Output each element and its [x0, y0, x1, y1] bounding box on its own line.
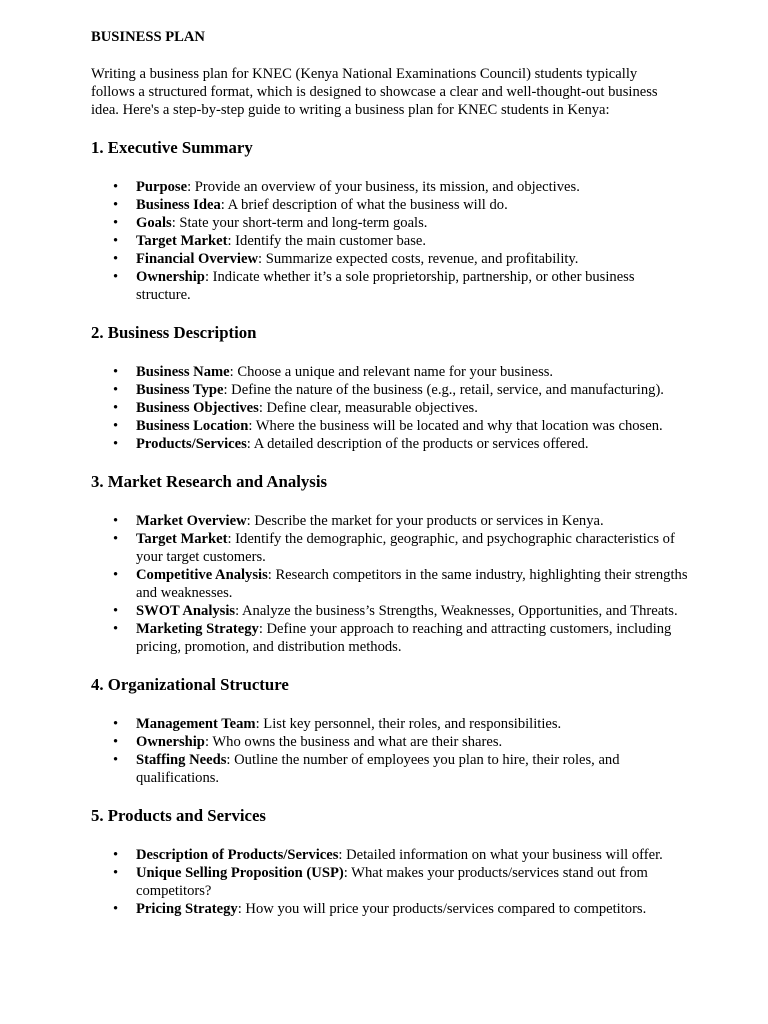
item-term: Goals — [136, 215, 172, 231]
list-item — [91, 268, 691, 304]
bullet-list — [91, 178, 691, 304]
bullet-list — [91, 363, 691, 453]
item-term: Pricing Strategy — [136, 901, 238, 917]
item-description: : What makes your products/services stand out from competitors? — [136, 865, 648, 899]
bullet-icon: • — [113, 233, 119, 249]
item-term: Description of Products/Services — [136, 847, 339, 863]
bullet-icon: • — [113, 269, 119, 285]
bullet-icon: • — [113, 513, 119, 529]
item-term: Financial Overview — [136, 251, 259, 267]
item-term: Products/Services — [136, 436, 247, 452]
item-description: : Define the nature of the business (e.g., retail, service, and manufacturing). — [223, 382, 664, 398]
list-item — [91, 566, 691, 602]
item-description: : Describe the market for your products or services in Kenya. — [246, 513, 604, 529]
item-description: : A detailed description of the products or services offered. — [246, 436, 589, 452]
list-item — [91, 620, 691, 656]
bullet-icon: • — [113, 621, 119, 637]
item-description: : State your short-term and long-term goals. — [171, 215, 428, 231]
item-term: Business Idea — [136, 197, 221, 213]
bullet-icon: • — [113, 215, 119, 231]
item-description: : Identify the main customer base. — [227, 233, 427, 249]
item-description: : Where the business will be located and why that location was chosen. — [248, 418, 663, 434]
section-heading: 3. Market Research and Analysis — [91, 472, 328, 491]
item-description: : Choose a unique and relevant name for your business. — [229, 364, 554, 380]
bullet-icon: • — [113, 436, 119, 452]
item-term: Ownership — [136, 269, 205, 285]
section — [91, 138, 691, 304]
item-term: Business Type — [136, 382, 224, 398]
section-heading: 1. Executive Summary — [91, 138, 253, 157]
list-item — [91, 363, 691, 381]
bullet-icon: • — [113, 400, 119, 416]
bullet-icon: • — [113, 865, 119, 881]
list-item — [91, 232, 691, 250]
item-description: : Define your approach to reaching and attracting customers, including pricing, promotion, and distribution methods. — [136, 621, 672, 655]
section-heading: 4. Organizational Structure — [91, 675, 289, 694]
bullet-icon: • — [113, 734, 119, 750]
item-description: : Provide an overview of your business, its mission, and objectives. — [187, 179, 580, 195]
item-term: Target Market — [136, 233, 228, 249]
list-item — [91, 399, 691, 417]
bullet-icon: • — [113, 716, 119, 732]
list-item — [91, 512, 691, 530]
item-term: Staffing Needs — [136, 752, 227, 768]
section — [91, 806, 691, 918]
document-title: BUSINESS PLAN — [91, 29, 205, 45]
item-description: : List key personnel, their roles, and responsibilities. — [255, 716, 562, 732]
item-description: : Outline the number of employees you plan to hire, their roles, and qualifications. — [136, 752, 620, 786]
sections-container — [91, 138, 691, 918]
bullet-list — [91, 846, 691, 918]
list-item — [91, 751, 691, 787]
bullet-icon: • — [113, 382, 119, 398]
bullet-list — [91, 715, 691, 787]
list-item — [91, 733, 691, 751]
item-term: Competitive Analysis — [136, 567, 268, 583]
section — [91, 675, 691, 787]
list-item — [91, 250, 691, 268]
item-description: : Detailed information on what your business will offer. — [338, 847, 663, 863]
list-item — [91, 196, 691, 214]
section-heading: 2. Business Description — [91, 323, 257, 342]
bullet-icon: • — [113, 603, 119, 619]
section — [91, 323, 691, 453]
item-description: : Analyze the business’s Strengths, Weaknesses, Opportunities, and Threats. — [235, 603, 678, 619]
bullet-icon: • — [113, 847, 119, 863]
section-heading: 5. Products and Services — [91, 806, 266, 825]
list-item — [91, 214, 691, 232]
bullet-icon: • — [113, 752, 119, 768]
list-item — [91, 435, 691, 453]
bullet-icon: • — [113, 179, 119, 195]
bullet-icon: • — [113, 251, 119, 267]
list-item — [91, 381, 691, 399]
bullet-icon: • — [113, 567, 119, 583]
bullet-icon: • — [113, 901, 119, 917]
item-term: Business Objectives — [136, 400, 259, 416]
item-description: : Research competitors in the same industry, highlighting their strengths and weaknesses. — [136, 567, 688, 601]
list-item — [91, 530, 691, 566]
bullet-list — [91, 512, 691, 656]
bullet-icon: • — [113, 364, 119, 380]
item-term: Ownership — [136, 734, 205, 750]
item-term: Marketing Strategy — [136, 621, 259, 637]
list-item — [91, 178, 691, 196]
list-item — [91, 417, 691, 435]
item-description: : How you will price your products/services compared to competitors. — [237, 901, 647, 917]
bullet-icon: • — [113, 531, 119, 547]
section — [91, 472, 691, 656]
bullet-icon: • — [113, 418, 119, 434]
list-item — [91, 846, 691, 864]
item-description: : Who owns the business and what are their shares. — [204, 734, 503, 750]
item-term: Management Team — [136, 716, 256, 732]
bullet-icon: • — [113, 197, 119, 213]
item-term: Unique Selling Proposition (USP) — [136, 865, 344, 881]
list-item — [91, 602, 691, 620]
list-item — [91, 864, 691, 900]
item-description: : Define clear, measurable objectives. — [258, 400, 478, 416]
item-term: Target Market — [136, 531, 228, 547]
list-item — [91, 715, 691, 733]
list-item — [91, 900, 691, 918]
item-term: Purpose — [136, 179, 188, 195]
item-description: : Summarize expected costs, revenue, and profitability. — [258, 251, 579, 267]
item-term: Business Location — [136, 418, 249, 434]
item-term: Market Overview — [136, 513, 247, 529]
item-description: : A brief description of what the business will do. — [220, 197, 508, 213]
item-description: : Identify the demographic, geographic, and psychographic characteristics of your target customers. — [136, 531, 675, 565]
item-description: : Indicate whether it’s a sole proprietorship, partnership, or other business structure. — [136, 269, 635, 303]
document-page — [91, 28, 691, 918]
item-term: SWOT Analysis — [136, 603, 236, 619]
intro-paragraph: Writing a business plan for KNEC (Kenya National Examinations Council) students typically follows a structured format, which is designed to showcase a clear and well-thought-out business idea. Here's a step-by-step guide to writing a business plan for KNEC students in Kenya: — [91, 66, 658, 118]
item-term: Business Name — [136, 364, 230, 380]
